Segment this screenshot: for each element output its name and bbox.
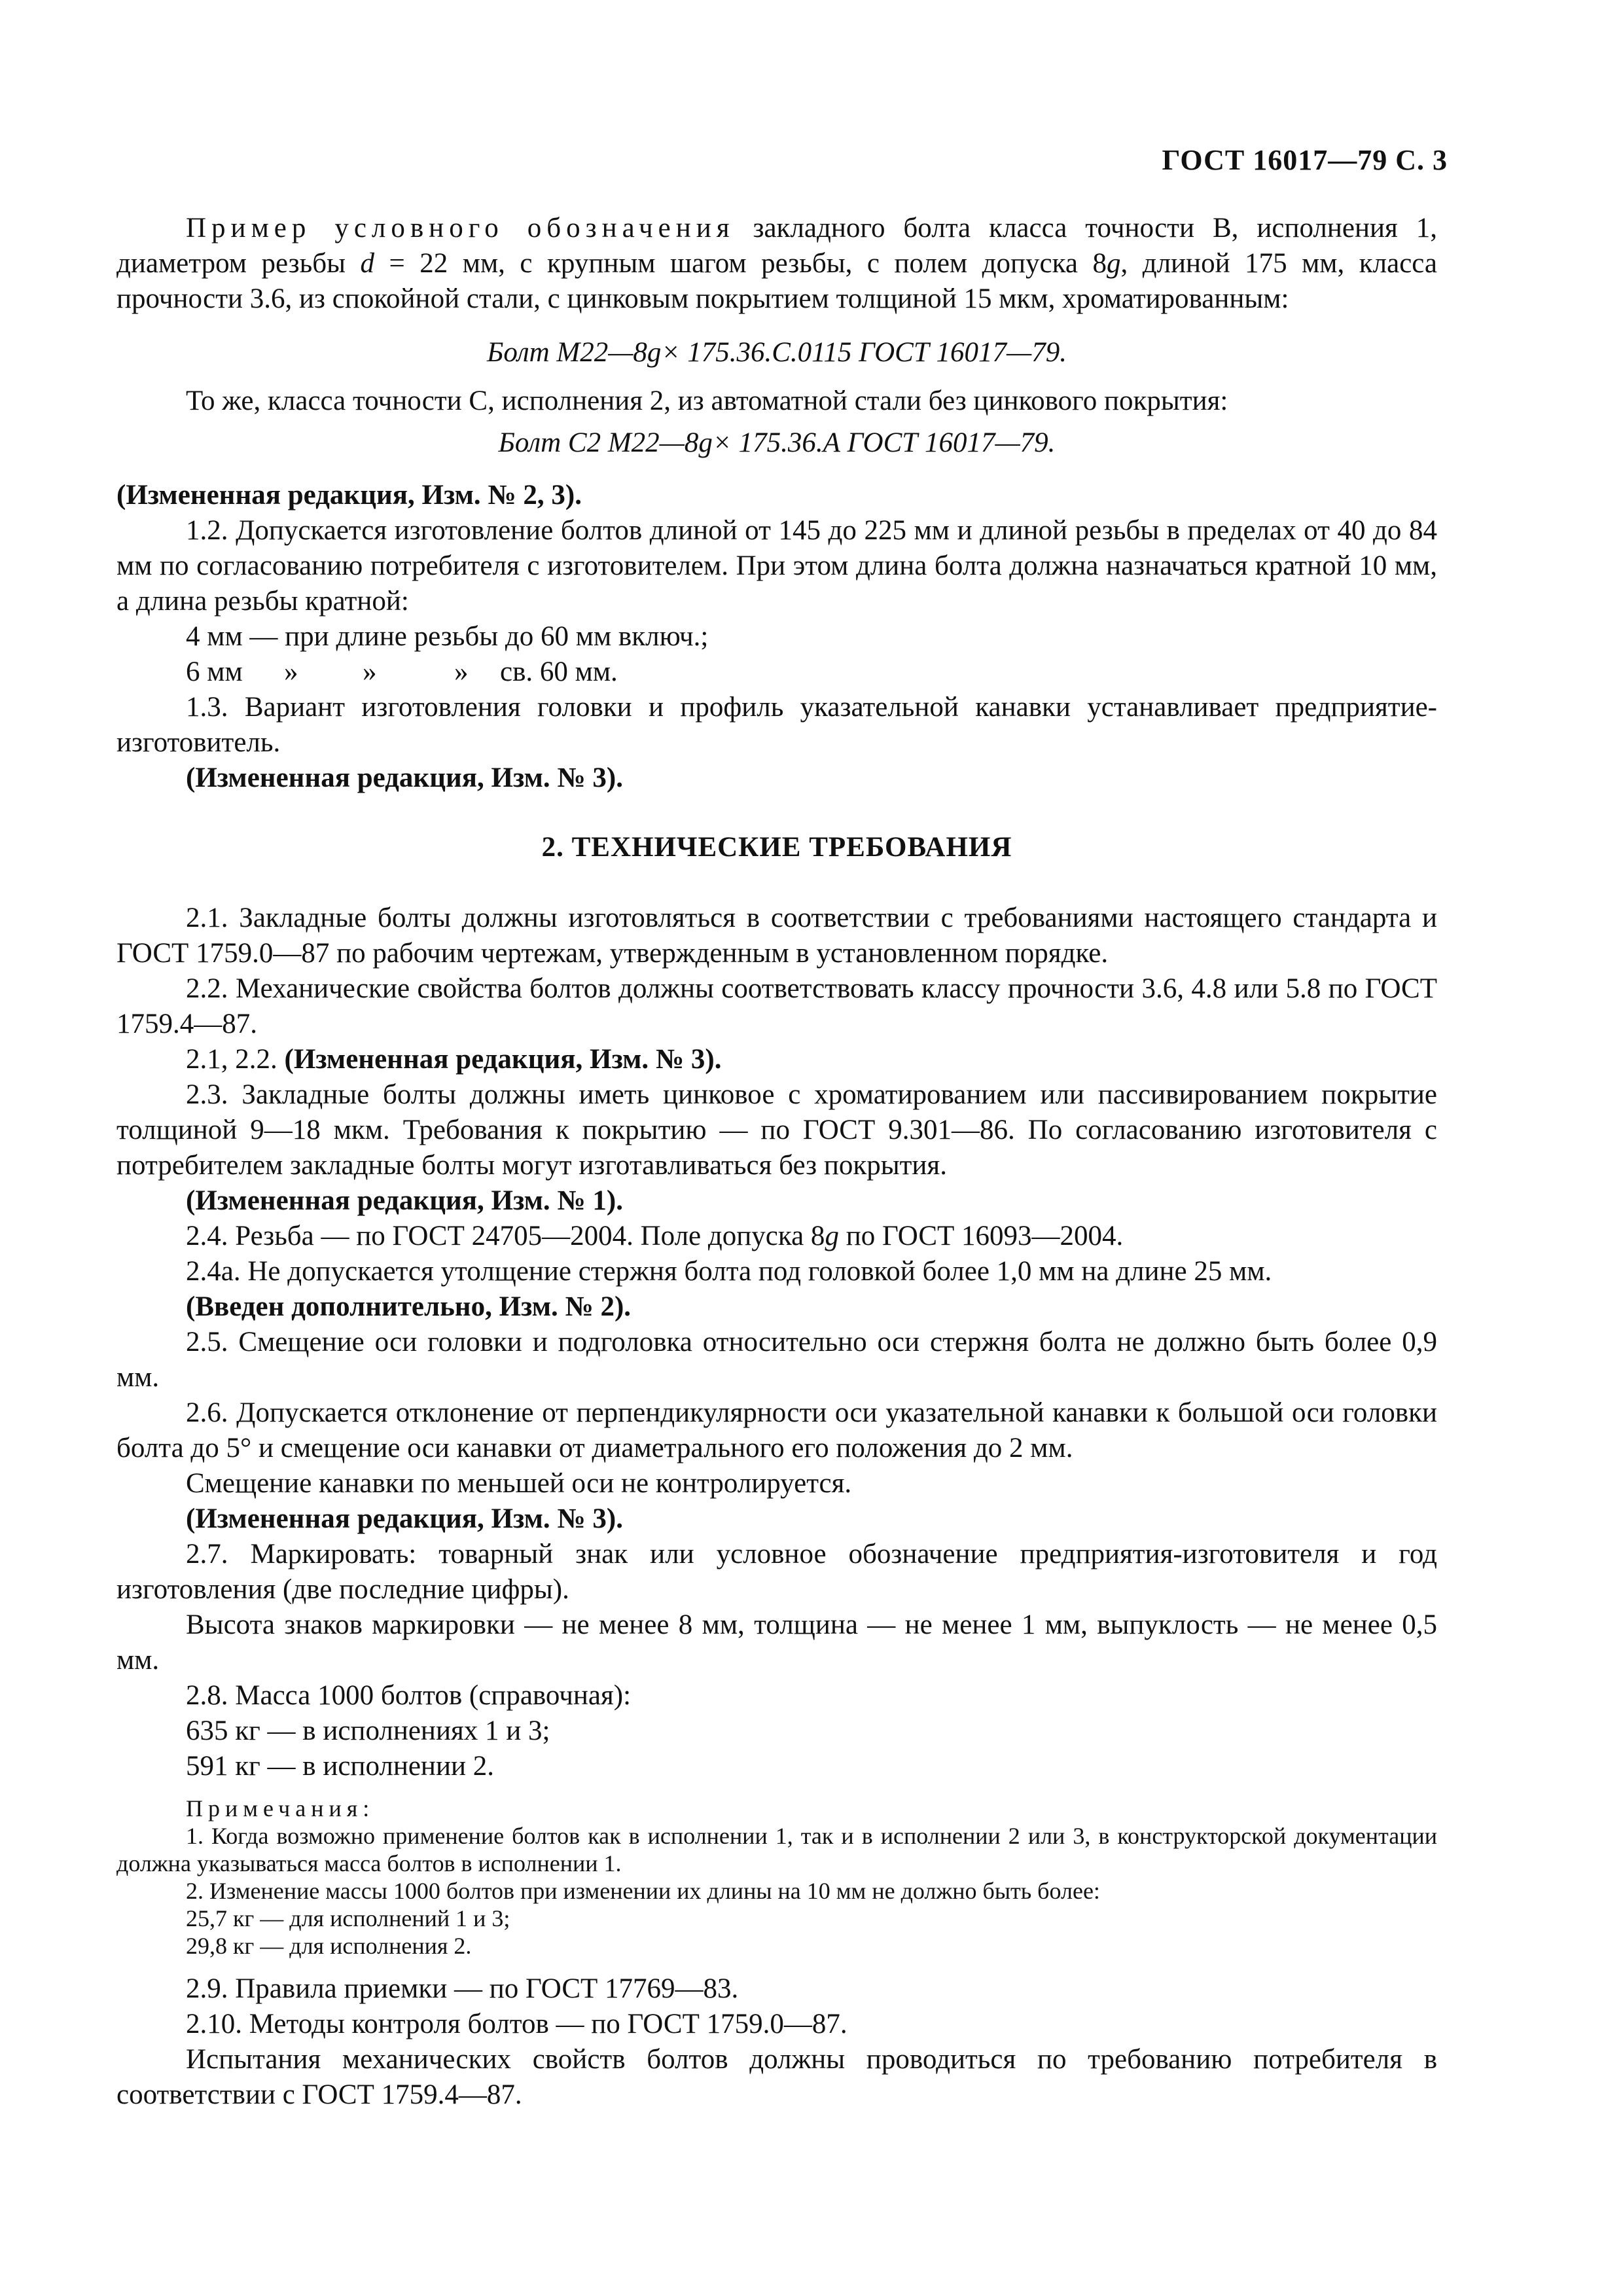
clause-2-6-revision: (Измененная редакция, Изм. № 3). xyxy=(186,1503,623,1534)
section-2-title: 2. ТЕХНИЧЕСКИЕ ТРЕБОВАНИЯ xyxy=(541,832,1012,863)
clause-2-10-testing: Испытания механических свойств болтов должны проводиться по требованию потребителя в соответствии с ГОСТ 1759.4—87. xyxy=(116,2044,1437,2110)
notes-block xyxy=(116,1795,1437,1960)
clause-2-10: 2.10. Методы контроля болтов — по ГОСТ 1759.0—87. xyxy=(186,2009,847,2039)
document-body xyxy=(116,211,1437,2113)
note-2-line-1: 25,7 кг — для исполнений 1 и 3; xyxy=(186,1905,510,1931)
clause-2-2: 2.2. Механические свойства болтов должны соответствовать классу прочности 3.6, 4.8 или 5.8 по ГОСТ 1759.4—87. xyxy=(116,973,1437,1039)
clause-2-7: 2.7. Маркировать: товарный знак или условное обозначение предприятия-изготовителя и год изготовления (две последние цифры). xyxy=(116,1539,1437,1605)
note-2-line-2: 29,8 кг — для исполнения 2. xyxy=(186,1933,472,1959)
clause-2-5: 2.5. Смещение оси головки и подголовка относительно оси стержня болта не должно быть более 0,9 мм. xyxy=(116,1327,1437,1393)
clause-1-3: 1.3. Вариант изготовления головки и профиль указательной канавки устанавливает предприятие-изготовитель. xyxy=(116,692,1437,758)
designation-formula-1: Болт М22—8g× 175.36.С.0115 ГОСТ 16017—79. xyxy=(487,337,1067,368)
clause-2-4: 2.4. Резьба — по ГОСТ 24705—2004. Поле допуска 8g по ГОСТ 16093—2004. xyxy=(186,1221,1124,1251)
designation-example-label: Пример условного обозначения xyxy=(186,213,735,243)
clause-2-1-2-revision: 2.1, 2.2. (Измененная редакция, Изм. № 3). xyxy=(186,1044,722,1075)
note-1: 1. Когда возможно применение болтов как в исполнении 1, так и в исполнении 2 или 3, в конструкторской документации должна указываться масса болтов в исполнении 1. xyxy=(116,1823,1437,1876)
designation-example-paragraph: Пример условного обозначения закладного болта класса точности В, исполнения 1, диаметром резьбы d = 22 мм, с крупным шагом резьбы, с полем допуска 8g, длиной 175 мм, класса прочности 3.6, из спокойной стали, с цинковым покрытием толщиной 15 мкм, хроматированным: xyxy=(116,213,1437,314)
clause-1-2-line-2: 6 мм » » » св. 60 мм. xyxy=(186,656,618,687)
same-class-c-paragraph: То же, класса точности С, исполнения 2, из автоматной стали без цинкового покрытия: xyxy=(186,386,1228,416)
clause-1-2-line-1: 4 мм — при длине резьбы до 60 мм включ.; xyxy=(186,621,709,652)
clause-2-9: 2.9. Правила приемки — по ГОСТ 17769—83. xyxy=(186,1973,739,2004)
clause-2-1: 2.1. Закладные болты должны изготовляться в соответствии с требованиями настоящего стандарта и ГОСТ 1759.0—87 по рабочим чертежам, утвержденным в установленном порядке. xyxy=(116,903,1437,969)
d-symbol: d xyxy=(360,248,374,279)
clause-2-4a-revision: (Введен дополнительно, Изм. № 2). xyxy=(186,1291,632,1322)
clause-2-4a: 2.4а. Не допускается утолщение стержня болта под головкой более 1,0 мм на длине 25 мм. xyxy=(186,1256,1272,1287)
designation-formula-2: Болт С2 М22—8g× 175.36.А ГОСТ 16017—79. xyxy=(498,427,1056,458)
clause-2-8-line-2: 591 кг — в исполнении 2. xyxy=(186,1751,494,1782)
clause-2-3-revision: (Измененная редакция, Изм. № 1). xyxy=(186,1185,623,1216)
notes-label: Примечания: xyxy=(186,1795,375,1821)
clause-2-8-line-1: 635 кг — в исполнениях 1 и 3; xyxy=(186,1715,550,1746)
g-symbol: g xyxy=(1106,248,1121,279)
clause-2-7-marking-size: Высота знаков маркировки — не менее 8 мм, толщина — не менее 1 мм, выпуклость — не менее 0,5 мм. xyxy=(116,1609,1437,1676)
clause-1-2: 1.2. Допускается изготовление болтов длиной от 145 до 225 мм и длиной резьбы в пределах от 40 до 84 мм по согласованию потребителя с изготовителем. При этом длина болта должна назначаться кратной 10 мм, а длина резьбы кратной: xyxy=(116,515,1437,617)
note-2: 2. Изменение массы 1000 болтов при изменении их длины на 10 мм не должно быть более: xyxy=(186,1878,1100,1904)
clause-2-8: 2.8. Масса 1000 болтов (справочная): xyxy=(186,1680,632,1711)
clause-2-6-note: Смещение канавки по меньшей оси не контролируется. xyxy=(186,1468,852,1499)
clause-1-3-revision: (Измененная редакция, Изм. № 3). xyxy=(186,762,623,793)
clause-2-3: 2.3. Закладные болты должны иметь цинковое с хроматированием или пассивированием покрытие толщиной 9—18 мкм. Требования к покрытию — по ГОСТ 9.301—86. По согласованию изготовителя с потребителем закладные болты могут изготавливаться без покрытия. xyxy=(116,1079,1437,1181)
clause-2-6: 2.6. Допускается отклонение от перпендикулярности оси указательной канавки к большой оси головки болта до 5° и смещение оси канавки от диаметрального его положения до 2 мм. xyxy=(116,1397,1437,1463)
page-header-gost-code: ГОСТ 16017—79 С. 3 xyxy=(1162,144,1448,176)
revision-note-2-3: (Измененная редакция, Изм. № 2, 3). xyxy=(116,480,582,511)
